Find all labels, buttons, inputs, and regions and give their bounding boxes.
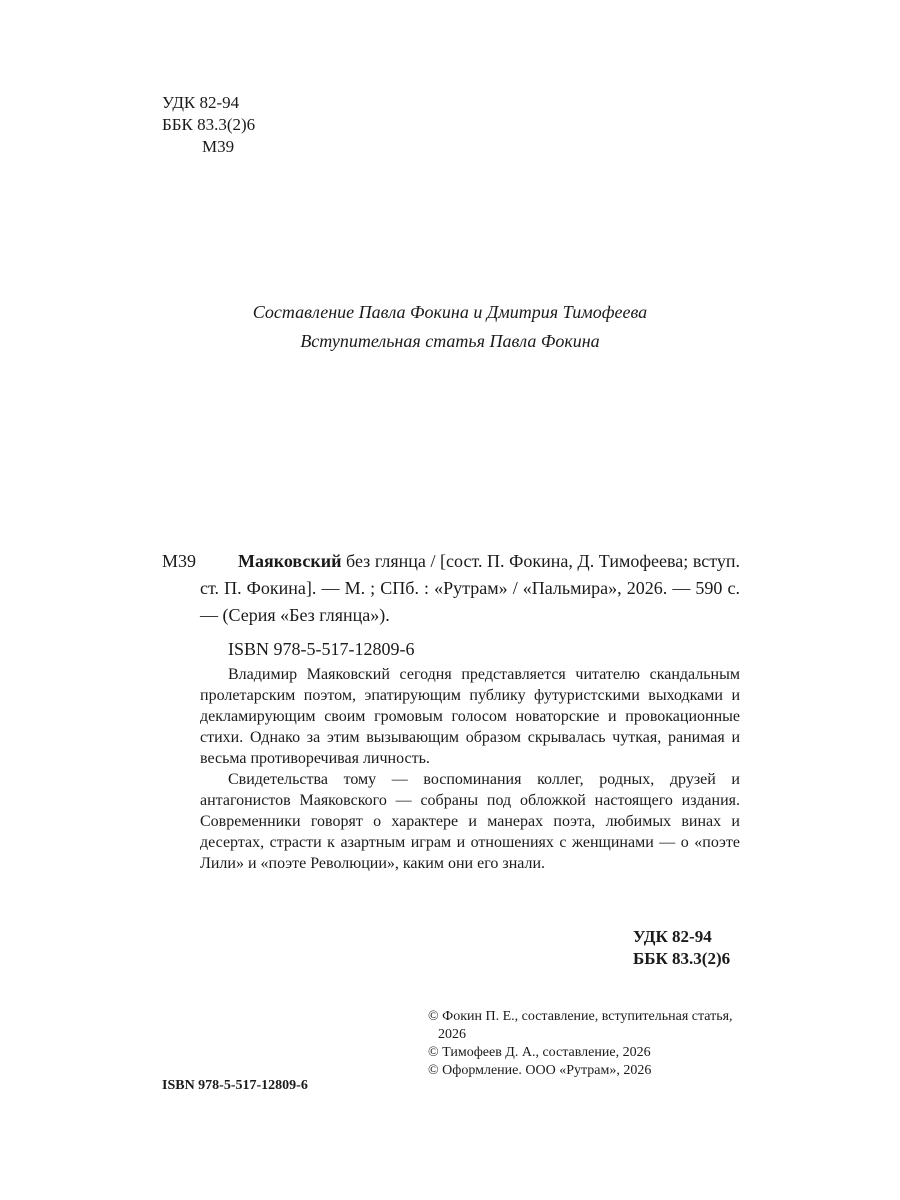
copyright-line: © Фокин П. Е., составление, вступительная статья, 2026 [428, 1009, 733, 1042]
classification-bottom [633, 926, 730, 970]
annotation-paragraph: Свидетельства тому — воспоминания коллег, родных, друзей и антагонистов Маяковского — собраны под обложкой настоящего издания. Современники говорят о характере и манерах поэта, любимых винах и десертах, страсти к азартным играм и отношениях с женщинами — о «поэте Лили» и «поэте Революции», каким они его знали. [200, 771, 740, 872]
annotation-paragraph: Владимир Маяковский сегодня представляется читателю скандальным пролетарским поэтом, эпатирующим публику футуристскими выходками и декламирующим своим громовым голосом новаторские и провокационные стихи. Однако за этим вызывающим образом скрывалась чуткая, ранимая и весьма противоречивая личность. [200, 666, 740, 767]
catalog-code: М39 [162, 551, 197, 571]
bbk-code: ББК 83.3(2)6 [633, 949, 731, 968]
copyright-line: © Оформление. ООО «Рутрам», 2026 [428, 1063, 652, 1078]
author-code: М39 [202, 137, 235, 156]
udk-code: УДК 82-94 [633, 927, 712, 946]
annotation [200, 664, 740, 874]
compilers-credit: Составление Павла Фокина и Дмитрия Тимофеева [252, 302, 648, 322]
catalog-author: Маяковский [238, 551, 342, 571]
copyright-block [428, 1008, 746, 1080]
bibliographic-record [200, 548, 740, 629]
bbk-code: ББК 83.3(2)6 [162, 115, 256, 134]
classification-top [162, 92, 255, 158]
introduction-credit: Вступительная статья Павла Фокина [300, 331, 600, 351]
catalog-description: без глянца / [сост. П. Фокина, Д. Тимофеева; вступ. ст. П. Фокина]. — М. ; СПб. : «Рутрам» / «Пальмира», 2026. — 590 с. — (Серия «Без глянца»). [200, 551, 740, 625]
catalog-isbn: ISBN 978-5-517-12809-6 [228, 639, 415, 659]
isbn-bottom: ISBN 978-5-517-12809-6 [162, 1078, 308, 1093]
udk-code: УДК 82-94 [162, 93, 240, 112]
copyright-line: © Тимофеев Д. А., составление, 2026 [428, 1045, 651, 1060]
credits [0, 298, 900, 356]
